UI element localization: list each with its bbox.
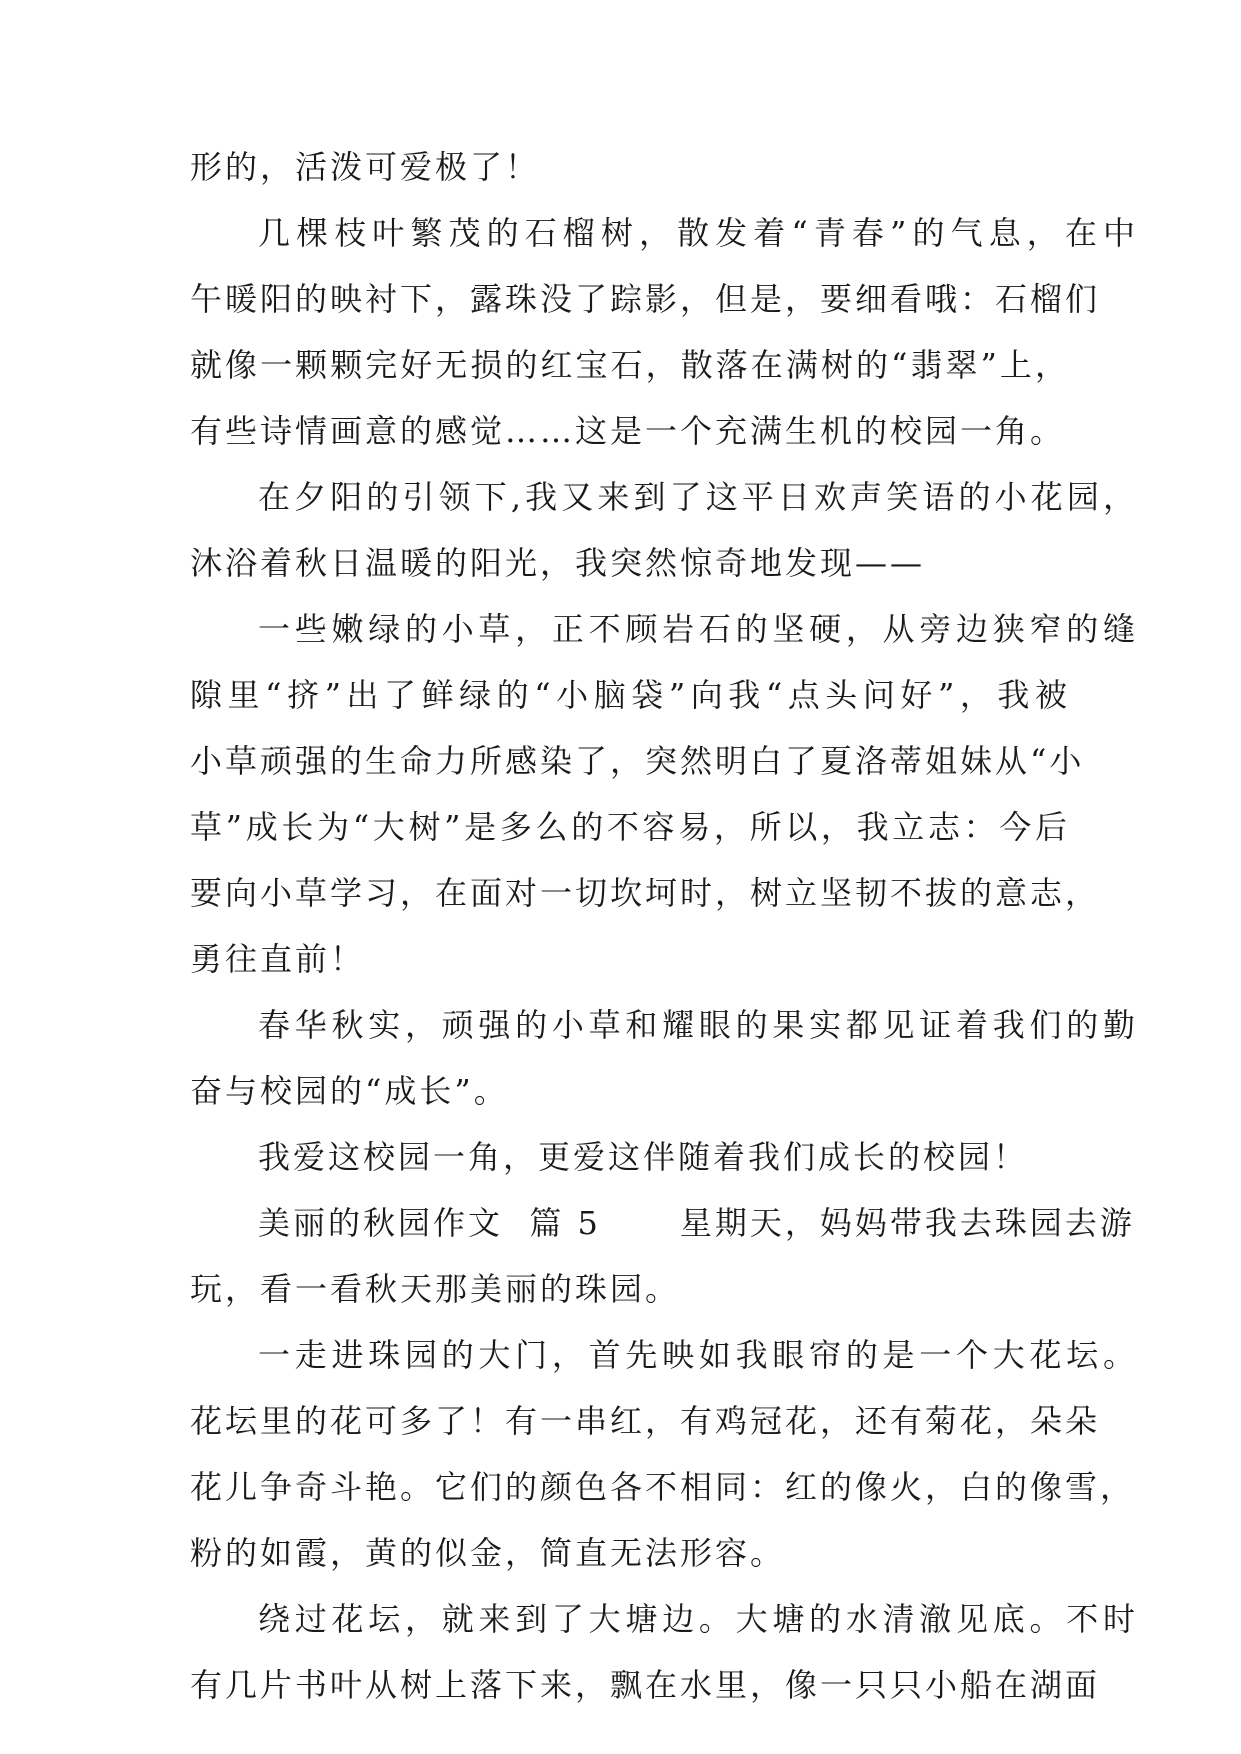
text-line: 花儿争奇斗艳。它们的颜色各不相同：红的像火，白的像雪， [190, 1468, 1136, 1506]
text-line: 我爱这校园一角，更爱这伴随着我们成长的校园！ [258, 1138, 1029, 1176]
text-line: 花坛里的花可多了！有一串红，有鸡冠花，还有菊花，朵朵 [190, 1402, 1101, 1440]
text-line: 有些诗情画意的感觉……这是一个充满生机的校园一角。 [190, 412, 1066, 450]
text-line: 在夕阳的引领下,我又来到了这平日欢声笑语的小花园， [258, 478, 1138, 516]
text-line: 要向小草学习，在面对一切坎坷时，树立坚韧不拔的意志， [190, 874, 1101, 912]
text-line: 绕过花坛，就来到了大塘边。大塘的水清澈见底。不时 [258, 1600, 1138, 1638]
text-line: 春华秋实，顽强的小草和耀眼的果实都见证着我们的勤 [258, 1006, 1138, 1044]
text-line: 沐浴着秋日温暖的阳光，我突然惊奇地发现—— [190, 544, 926, 582]
text-line: 形的，活泼可爱极了！ [190, 148, 541, 186]
text-line: 玩，看一看秋天那美丽的珠园。 [190, 1270, 681, 1308]
text-line: 粉的如霞，黄的似金，简直无法形容。 [190, 1534, 786, 1572]
text-line: 就像一颗颗完好无损的红宝石，散落在满树的“翡翠”上， [190, 346, 1070, 384]
text-line: 一走进珠园的大门，首先映如我眼帘的是一个大花坛。 [258, 1336, 1138, 1374]
text-line: 一些嫩绿的小草，正不顾岩石的坚硬，从旁边狭窄的缝 [258, 610, 1138, 648]
text-line: 隙里“挤”出了鲜绿的“小脑袋”向我“点头问好”，我被 [190, 676, 1070, 714]
text-line: 草”成长为“大树”是多么的不容易，所以，我立志：今后 [190, 808, 1070, 846]
text-line: 几棵枝叶繁茂的石榴树，散发着“青春”的气息，在中 [258, 214, 1138, 252]
text-line: 勇往直前！ [190, 940, 366, 978]
text-line: 奋与校园的“成长”。 [190, 1072, 509, 1110]
text-line: 午暖阳的映衬下，露珠没了踪影，但是，要细看哦：石榴们 [190, 280, 1101, 318]
text-line: 有几片书叶从树上落下来，飘在水里，像一只只小船在湖面 [190, 1666, 1101, 1704]
section-heading-line: 美丽的秋园作文 篇 5 星期天，妈妈带我去珠园去游 [258, 1204, 1135, 1242]
text-line: 小草顽强的生命力所感染了，突然明白了夏洛蒂姐妹从“小 [190, 742, 1085, 780]
